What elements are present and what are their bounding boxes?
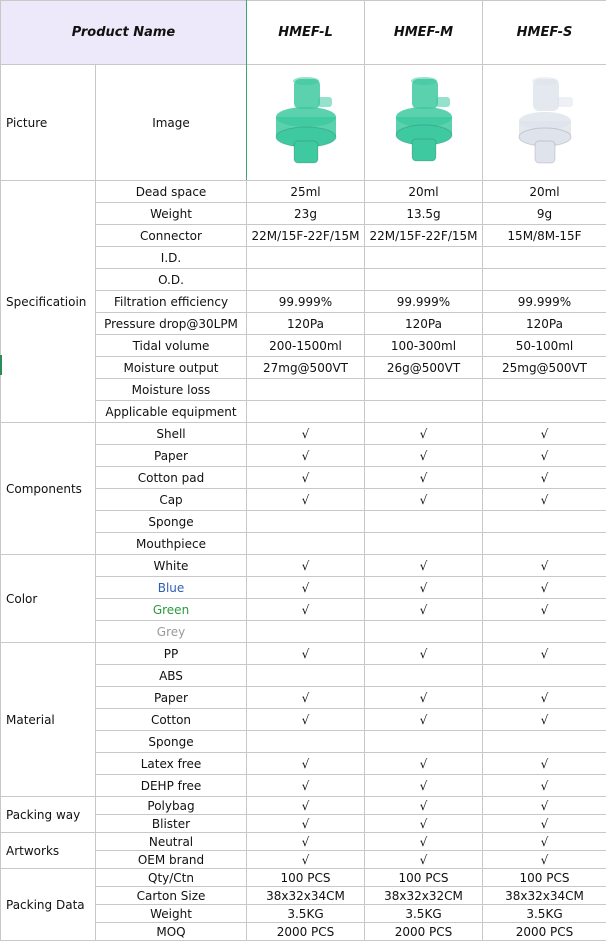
- row-value: √: [247, 643, 365, 665]
- row-value: √: [483, 833, 606, 851]
- row-value: [365, 269, 483, 291]
- row-value: 120Pa: [365, 313, 483, 335]
- row-value: [247, 511, 365, 533]
- row-value: 100 PCS: [365, 869, 483, 887]
- model-header-s: HMEF-S: [483, 1, 606, 65]
- row-value: 26g@500VT: [365, 357, 483, 379]
- row-value: [365, 247, 483, 269]
- row-label: Latex free: [96, 753, 247, 775]
- filter-image-s: [505, 71, 585, 175]
- row-value: 20ml: [483, 181, 606, 203]
- row-label: OEM brand: [96, 851, 247, 869]
- row-value: √: [247, 423, 365, 445]
- row-value: 3.5KG: [483, 905, 606, 923]
- row-value: √: [247, 687, 365, 709]
- row-value: √: [365, 709, 483, 731]
- row-value: √: [247, 753, 365, 775]
- row-value: √: [365, 775, 483, 797]
- row-value: [247, 621, 365, 643]
- row-label: O.D.: [96, 269, 247, 291]
- row-selection-marker: [0, 355, 2, 375]
- row-label: Blister: [96, 815, 247, 833]
- table-row: [1, 555, 606, 577]
- row-value: 99.999%: [365, 291, 483, 313]
- row-label: Tidal volume: [96, 335, 247, 357]
- row-value: √: [483, 467, 606, 489]
- model-header-m: HMEF-M: [365, 1, 483, 65]
- row-value: [247, 269, 365, 291]
- filter-image-l: [266, 71, 346, 175]
- row-label: Mouthpiece: [96, 533, 247, 555]
- row-value: √: [483, 643, 606, 665]
- row-label: DEHP free: [96, 775, 247, 797]
- row-value: √: [365, 555, 483, 577]
- row-value: √: [483, 687, 606, 709]
- section-category: Material: [1, 643, 96, 797]
- product-image-hmef-s: [483, 65, 606, 181]
- row-value: √: [365, 851, 483, 869]
- row-label: Moisture loss: [96, 379, 247, 401]
- row-label: ABS: [96, 665, 247, 687]
- row-label: Weight: [96, 905, 247, 923]
- row-value: [483, 621, 606, 643]
- product-image-hmef-l: [247, 65, 365, 181]
- row-label: Cap: [96, 489, 247, 511]
- row-label: PP: [96, 643, 247, 665]
- table-row: [1, 833, 606, 851]
- row-value: √: [247, 775, 365, 797]
- row-value: [483, 731, 606, 753]
- row-value: [365, 533, 483, 555]
- row-value: 2000 PCS: [247, 923, 365, 941]
- row-value: 200-1500ml: [247, 335, 365, 357]
- row-value: 22M/15F-22F/15M: [365, 225, 483, 247]
- row-value: √: [483, 775, 606, 797]
- row-value: 100 PCS: [247, 869, 365, 887]
- row-value: [365, 401, 483, 423]
- header-row: [1, 1, 606, 65]
- row-value: √: [365, 467, 483, 489]
- row-value: 3.5KG: [365, 905, 483, 923]
- row-label: Polybag: [96, 797, 247, 815]
- row-value: 99.999%: [247, 291, 365, 313]
- product-image-hmef-m: [365, 65, 483, 181]
- row-value: 2000 PCS: [483, 923, 606, 941]
- row-value: [247, 731, 365, 753]
- row-value: 23g: [247, 203, 365, 225]
- row-label: Moisture output: [96, 357, 247, 379]
- row-value: √: [483, 489, 606, 511]
- row-value: √: [365, 687, 483, 709]
- row-label: Dead space: [96, 181, 247, 203]
- row-value: 3.5KG: [247, 905, 365, 923]
- row-label: Green: [96, 599, 247, 621]
- row-value: [247, 247, 365, 269]
- row-value: 13.5g: [365, 203, 483, 225]
- row-value: √: [365, 833, 483, 851]
- row-value: √: [365, 423, 483, 445]
- row-label: Grey: [96, 621, 247, 643]
- row-label: Sponge: [96, 731, 247, 753]
- row-value: √: [365, 643, 483, 665]
- row-label: Pressure drop@30LPM: [96, 313, 247, 335]
- table-row: [1, 423, 606, 445]
- row-value: [247, 379, 365, 401]
- row-value: [365, 379, 483, 401]
- row-value: √: [247, 815, 365, 833]
- row-value: √: [247, 577, 365, 599]
- row-value: [483, 247, 606, 269]
- row-value: 38x32x34CM: [483, 887, 606, 905]
- row-value: √: [483, 709, 606, 731]
- row-value: [365, 621, 483, 643]
- row-value: 2000 PCS: [365, 923, 483, 941]
- row-value: √: [247, 833, 365, 851]
- section-category: Components: [1, 423, 96, 555]
- row-value: √: [247, 445, 365, 467]
- row-value: √: [247, 555, 365, 577]
- row-value: 120Pa: [247, 313, 365, 335]
- row-value: √: [483, 753, 606, 775]
- row-value: 25mg@500VT: [483, 357, 606, 379]
- table-row: [1, 181, 606, 203]
- section-category: Specificatioin: [1, 181, 96, 423]
- row-label: Qty/Ctn: [96, 869, 247, 887]
- row-value: [365, 665, 483, 687]
- row-value: [247, 533, 365, 555]
- picture-row: [1, 65, 606, 181]
- row-value: √: [365, 445, 483, 467]
- row-value: 100 PCS: [483, 869, 606, 887]
- row-label: Neutral: [96, 833, 247, 851]
- row-value: √: [247, 851, 365, 869]
- row-label: Filtration efficiency: [96, 291, 247, 313]
- row-value: 99.999%: [483, 291, 606, 313]
- row-label: Connector: [96, 225, 247, 247]
- row-label: Cotton: [96, 709, 247, 731]
- row-value: √: [365, 599, 483, 621]
- filter-image-m: [384, 71, 464, 175]
- row-value: [483, 269, 606, 291]
- row-value: [483, 665, 606, 687]
- section-category: Artworks: [1, 833, 96, 869]
- row-label: Paper: [96, 445, 247, 467]
- row-value: [247, 665, 365, 687]
- table-row: [1, 643, 606, 665]
- row-value: √: [483, 599, 606, 621]
- section-category: Packing way: [1, 797, 96, 833]
- row-value: √: [365, 753, 483, 775]
- row-value: [483, 533, 606, 555]
- row-value: √: [483, 815, 606, 833]
- row-value: √: [483, 577, 606, 599]
- row-value: [247, 401, 365, 423]
- row-value: 120Pa: [483, 313, 606, 335]
- row-label: Cotton pad: [96, 467, 247, 489]
- row-value: √: [247, 489, 365, 511]
- row-label: Sponge: [96, 511, 247, 533]
- row-value: √: [483, 851, 606, 869]
- row-value: 38x32x32CM: [365, 887, 483, 905]
- row-value: 22M/15F-22F/15M: [247, 225, 365, 247]
- section-category: Packing Data: [1, 869, 96, 941]
- row-label: Blue: [96, 577, 247, 599]
- model-header-l: HMEF-L: [247, 1, 365, 65]
- row-value: √: [247, 599, 365, 621]
- row-value: √: [247, 467, 365, 489]
- picture-category: Picture: [1, 65, 96, 181]
- row-value: 15M/8M-15F: [483, 225, 606, 247]
- row-value: 38x32x34CM: [247, 887, 365, 905]
- table-row: [1, 869, 606, 887]
- row-label: I.D.: [96, 247, 247, 269]
- row-value: √: [365, 489, 483, 511]
- row-value: √: [247, 797, 365, 815]
- row-label: White: [96, 555, 247, 577]
- image-label: Image: [96, 65, 247, 181]
- row-value: √: [483, 797, 606, 815]
- row-value: 20ml: [365, 181, 483, 203]
- row-value: √: [483, 423, 606, 445]
- row-value: 25ml: [247, 181, 365, 203]
- row-label: Paper: [96, 687, 247, 709]
- row-value: 50-100ml: [483, 335, 606, 357]
- row-value: √: [365, 797, 483, 815]
- row-value: √: [247, 709, 365, 731]
- row-value: 100-300ml: [365, 335, 483, 357]
- row-value: √: [365, 815, 483, 833]
- row-label: Carton Size: [96, 887, 247, 905]
- row-label: Weight: [96, 203, 247, 225]
- row-value: [483, 379, 606, 401]
- row-value: [483, 401, 606, 423]
- row-label: Shell: [96, 423, 247, 445]
- table-row: [1, 797, 606, 815]
- row-value: [483, 511, 606, 533]
- row-value: √: [483, 445, 606, 467]
- section-category: Color: [1, 555, 96, 643]
- row-value: √: [365, 577, 483, 599]
- row-value: 27mg@500VT: [247, 357, 365, 379]
- row-value: [365, 511, 483, 533]
- row-value: [365, 731, 483, 753]
- row-value: 9g: [483, 203, 606, 225]
- row-value: √: [483, 555, 606, 577]
- row-label: MOQ: [96, 923, 247, 941]
- product-name-header: Product Name: [1, 1, 247, 65]
- row-label: Applicable equipment: [96, 401, 247, 423]
- frozen-pane-line: [246, 0, 247, 180]
